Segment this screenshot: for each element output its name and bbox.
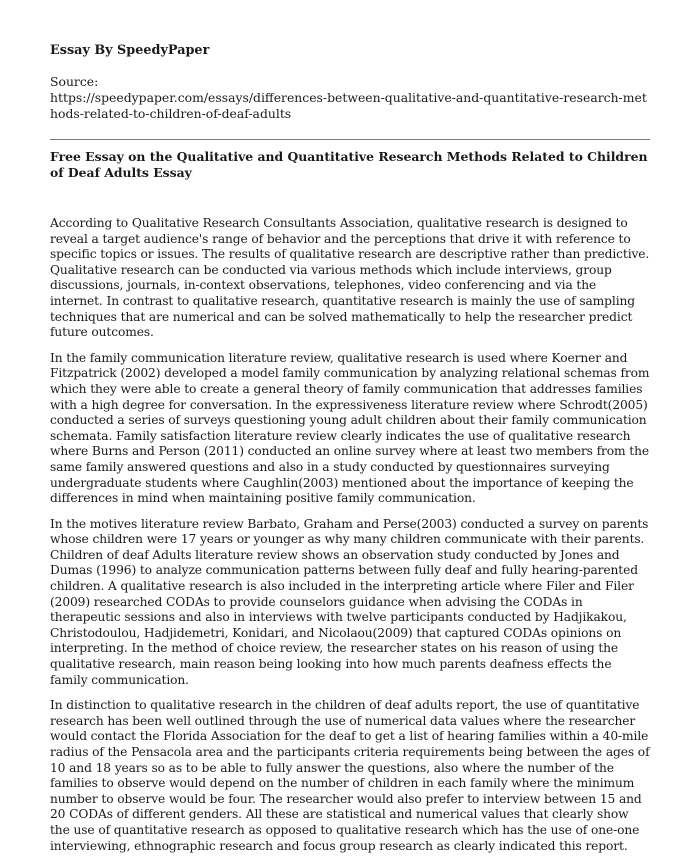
paragraph: In distinction to qualitative research in the children of deaf adults report, the use of quantitative research has been well outlined through the use of numerical data values where the researcher would contact the Florida Association for the deaf to get a list of hearing families within a 40-mile radius of the Pensacola area and the participants criteria requirements being between the ages of 10 and 18 years so as to be able to fully answer the questions, also where the number of the families to observe would depend on the number of children in each family where the minimum number to observe would be four. The researcher would also prefer to interview between 15 and 20 CODAs of different genders. All these are statistical and numerical values that clearly show the use of quantitative research as opposed to qualitative research which has the use of one-one interviewing, ethnographic research and focus group research as clearly indicated this report. <box>50 698 650 853</box>
source-label: Source: <box>50 74 99 89</box>
source-url: https://speedypaper.com/essays/differences-between-qualitative-and-quantitative-research-methods-related-to-children-of-deaf-adults <box>50 90 647 121</box>
paragraph: In the motives literature review Barbato, Graham and Perse(2003) conducted a survey on parents whose children were 17 years or younger as why many children communicate with their parents. Children of deaf Adults literature review shows an observation study conducted by Jones and Dumas (1996) to analyze communication patterns between fully deaf and fully hearing-parented children. A qualitative research is also included in the interpreting article where Filer and Filer (2009) researched CODAs to provide counselors guidance when advising the CODAs in therapeutic sessions and also in interviews with twelve participants conducted by Hadjikakou, Christodoulou, Hadjidemetri, Konidari, and Nicolaou(2009) that captured CODAs opinions on interpreting. In the method of choice review, the researcher states on his reason of using the qualitative research, main reason being looking into how much parents deafness effects the family communication. <box>50 516 649 687</box>
paragraph: In the family communication literature review, qualitative research is used where Koerner and Fitzpatrick (2002) developed a model family communication by analyzing relational schemas from which they were able to create a general theory of family communication that addresses families with a high degree for conversation. In the expressiveness literature review where Schrodt(2005) conducted a series of surveys questioning young adult children about their family communication schemata. Family satisfaction literature review clearly indicates the use of qualitative research where Burns and Person (2011) conducted an online survey where at least two members from the same family answered questions and also in a study conducted by questionnaires surveying undergraduate students where Caughlin(2003) mentioned about the importance of keeping the differences in mind when maintaining positive family communication. <box>50 350 650 506</box>
publisher-heading: Essay By SpeedyPaper <box>50 43 210 58</box>
paragraph: According to Qualitative Research Consultants Association, qualitative research is designed to reveal a target audience's range of behavior and the perceptions that drive it with reference to specific topics or issues. The results of qualitative research are descriptive rather than predictive. Qualitative research can be conducted via various methods which include interviews, group discussions, journals, in-context observations, telephones, video conferencing and via the internet. In contrast to qualitative research, quantitative research is mainly the use of sampling techniques that are numerical and can be solved mathematically to help the researcher predict future outcomes. <box>50 216 650 340</box>
essay-body <box>50 216 650 864</box>
essay-title: Free Essay on the Qualitative and Quantitative Research Methods Related to Children of Deaf Adults Essay <box>50 149 648 180</box>
divider <box>50 139 650 140</box>
